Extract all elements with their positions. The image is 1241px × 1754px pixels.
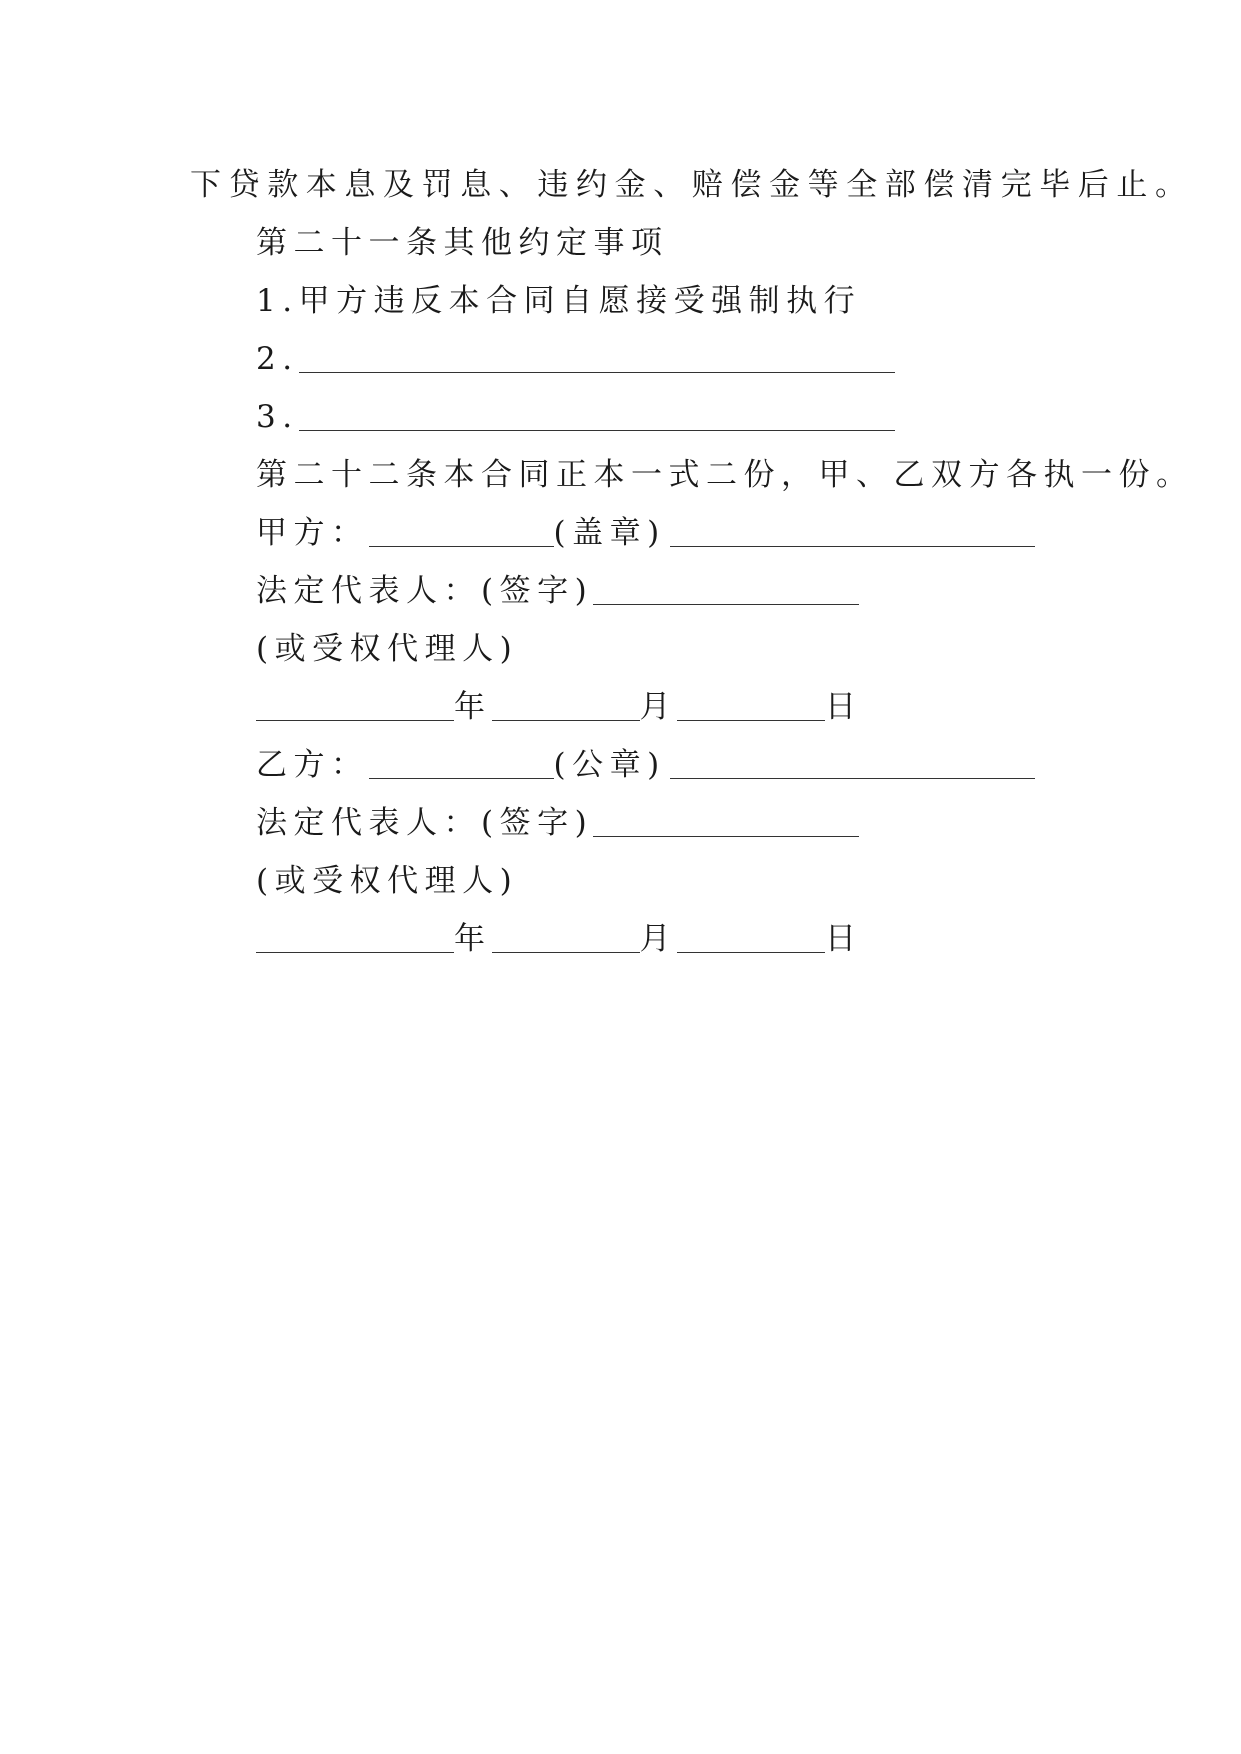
party-a-month-label: 月 <box>639 689 677 725</box>
party-a-date-line <box>256 687 863 727</box>
continuation-line: 下贷款本息及罚息、违约金、赔偿金等全部偿清完毕后止。 <box>190 167 1194 203</box>
party-a-name-blank <box>369 516 554 547</box>
party-b-month-label: 月 <box>639 921 677 957</box>
item-3-blank-line <box>299 400 895 431</box>
party-b-date-line <box>256 919 863 959</box>
party-a-year-blank <box>256 690 454 721</box>
party-a-label: 甲方： <box>256 515 369 551</box>
party-a-day-label: 日 <box>825 689 863 725</box>
party-a-day-blank <box>677 690 825 721</box>
article-21-title: 第二十一条其他约定事项 <box>256 225 669 261</box>
article-22: 第二十二条本合同正本一式二份，甲、乙双方各执一份。 <box>256 457 1194 493</box>
party-a-line <box>256 513 1035 553</box>
party-a-month-blank <box>492 690 640 721</box>
party-b-month-blank <box>492 922 640 953</box>
article-21-item-2 <box>256 339 895 379</box>
party-b-label: 乙方： <box>256 747 369 783</box>
party-a-rep-line <box>256 571 859 611</box>
party-a-agent: (或受权代理人) <box>256 631 519 667</box>
party-b-year-label: 年 <box>454 921 492 957</box>
party-b-rep-label: 法定代表人：(签字) <box>256 805 594 841</box>
party-a-seal-blank <box>670 516 1035 547</box>
item-2-number: 2. <box>256 341 299 377</box>
party-b-year-blank <box>256 922 454 953</box>
party-b-rep-line <box>256 803 859 843</box>
party-b-seal-blank <box>670 748 1035 779</box>
item-2-blank-line <box>299 342 895 373</box>
party-a-rep-label: 法定代表人：(签字) <box>256 573 594 609</box>
party-a-seal-label: (盖章) <box>553 515 666 551</box>
party-b-agent: (或受权代理人) <box>256 863 519 899</box>
party-b-signature-blank <box>593 806 859 837</box>
item-3-number: 3. <box>256 399 299 435</box>
party-b-name-blank <box>369 748 554 779</box>
party-b-day-blank <box>677 922 825 953</box>
article-21-item-1: 1.甲方违反本合同自愿接受强制执行 <box>256 283 862 319</box>
party-a-signature-blank <box>593 574 859 605</box>
party-b-seal-label: (公章) <box>553 747 666 783</box>
party-b-line <box>256 745 1035 785</box>
party-a-year-label: 年 <box>454 689 492 725</box>
party-b-day-label: 日 <box>825 921 863 957</box>
article-21-item-3 <box>256 397 895 437</box>
